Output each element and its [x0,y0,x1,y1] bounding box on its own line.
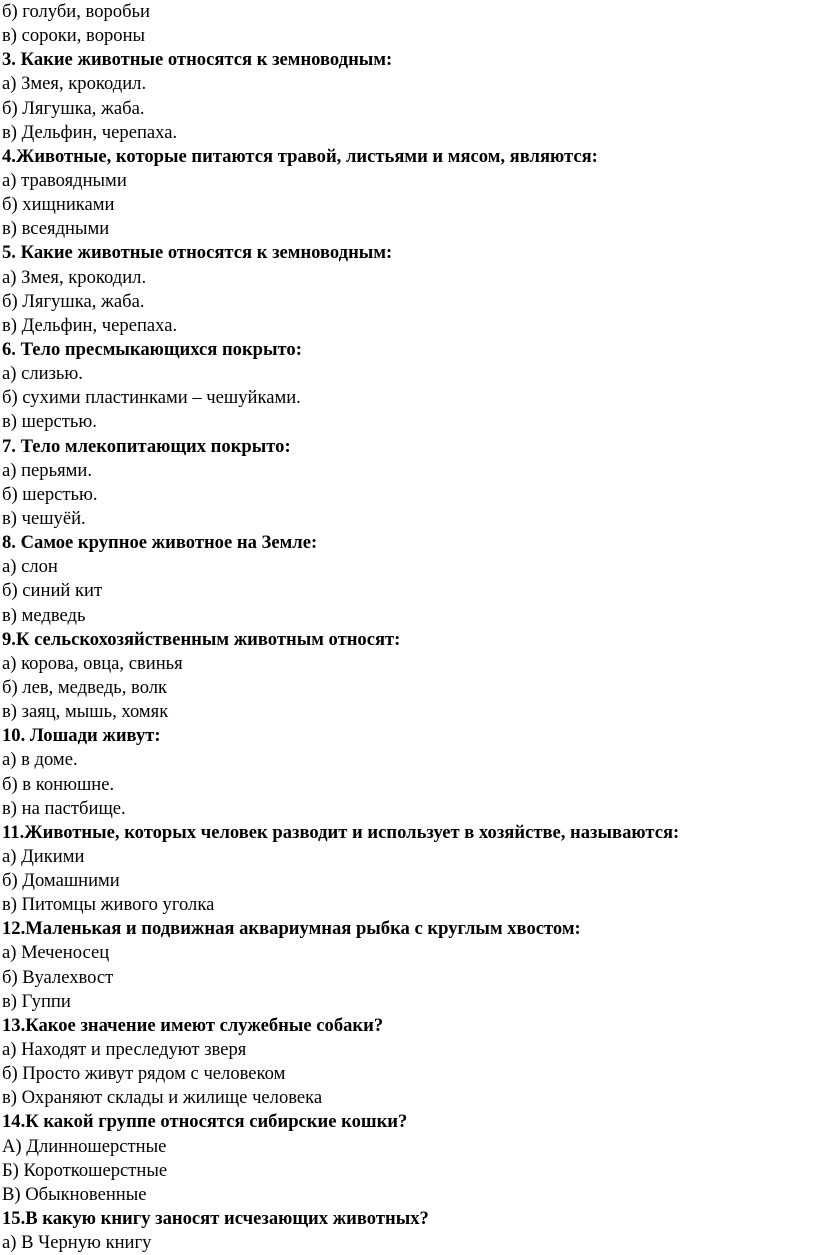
question-heading: 5. Какие животные относятся к земноводным: [2,242,393,264]
answer-option: а) Змея, крокодил. [2,266,147,288]
question-heading: 3. Какие животные относятся к земноводным: [2,49,393,71]
question-heading: 8. Самое крупное животное на Земле: [2,532,318,554]
question-heading: 15.В какую книгу заносят исчезающих животных? [2,1208,429,1230]
question-heading: 11.Животные, которых человек разводит и использует в хозяйстве, называются: [2,821,680,843]
answer-option: в) медведь [2,604,86,626]
document-page [2,0,812,1255]
question-heading: 4.Животные, которые питаются травой, листьями и мясом, являются: [2,145,598,167]
answer-option: в) Питомцы живого уголка [2,894,215,916]
answer-option: а) Находят и преследуют зверя [2,1039,247,1061]
answer-option: а) корова, овца, свинья [2,652,183,674]
answer-option: а) в доме. [2,749,78,771]
answer-option: в) чешуёй. [2,507,86,529]
question-heading: 12.Маленькая и подвижная аквариумная рыбка с круглым хвостом: [2,918,581,940]
answer-option: б) хищниками [2,194,115,216]
answer-option: а) слизью. [2,363,83,385]
answer-option: а) Змея, крокодил. [2,73,147,95]
answer-option: а) Меченосец [2,942,110,964]
question-heading: 9.К сельскохозяйственным животным относят: [2,628,401,650]
answer-option: в) Дельфин, черепаха. [2,314,178,336]
answer-option: б) Лягушка, жаба. [2,290,145,312]
answer-option: б) Лягушка, жаба. [2,97,145,119]
answer-option: в) Гуппи [2,990,71,1012]
answer-option: в) шерстью. [2,411,97,433]
question-heading: 14.К какой группе относятся сибирские кошки? [2,1111,408,1133]
answer-option: б) Просто живут рядом с человеком [2,1063,286,1085]
answer-option: а) В Черную книгу [2,1232,152,1254]
question-heading: 6. Тело пресмыкающихся покрыто: [2,338,302,360]
answer-option: Б) Короткошерстные [2,1159,168,1181]
answer-option: б) Вуалехвост [2,966,114,988]
answer-option: В) Обыкновенные [2,1183,147,1205]
question-heading: 7. Тело млекопитающих покрыто: [2,435,291,457]
answer-option: а) перьями. [2,459,92,481]
answer-option: б) в конюшне. [2,773,115,795]
answer-option: А) Длинношерстные [2,1135,167,1157]
question-heading: 13.Какое значение имеют служебные собаки? [2,1014,384,1036]
answer-option: а) Дикими [2,845,85,867]
answer-option: б) лев, медведь, волк [2,676,168,698]
answer-option: б) голуби, воробьи [2,1,150,22]
answer-option: б) шерстью. [2,483,98,505]
answer-option: в) сороки, вороны [2,25,146,47]
question-heading: 10. Лошади живут: [2,725,161,747]
answer-option: б) Домашними [2,870,120,892]
answer-option: в) заяц, мышь, хомяк [2,701,169,723]
answer-option: в) Охраняют склады и жилище человека [2,1087,323,1109]
answer-option: б) синий кит [2,580,103,602]
answer-option: в) Дельфин, черепаха. [2,121,178,143]
answer-option: в) на пастбище. [2,797,126,819]
answer-option: а) слон [2,556,58,578]
answer-option: б) сухими пластинками – чешуйками. [2,387,301,409]
answer-option: в) всеядными [2,218,110,240]
answer-option: а) травоядными [2,169,127,191]
